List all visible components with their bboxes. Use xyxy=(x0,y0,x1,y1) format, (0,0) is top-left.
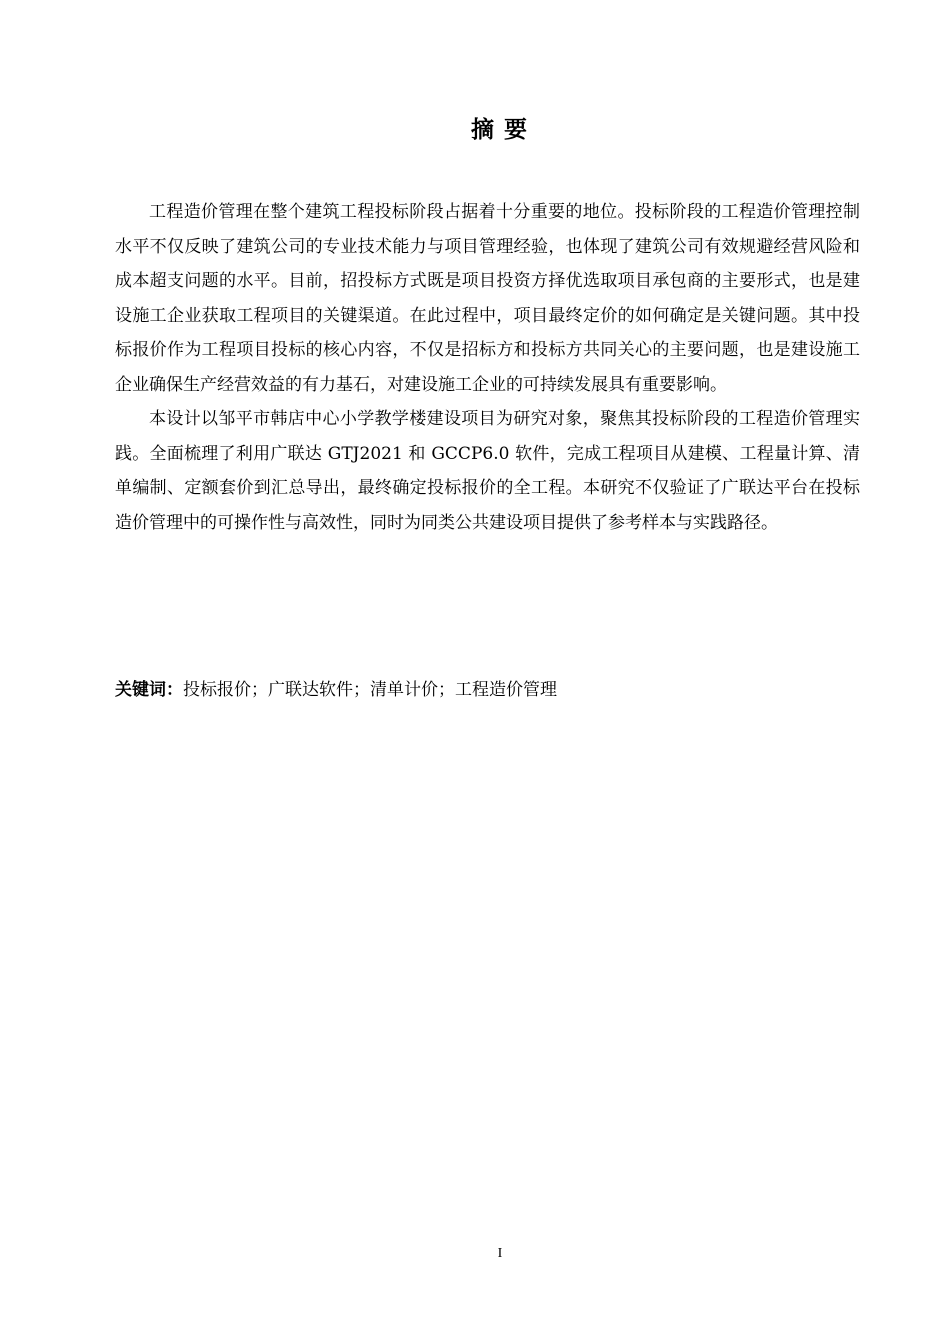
abstract-paragraph-1: 工程造价管理在整个建筑工程投标阶段占据着十分重要的地位。投标阶段的工程造价管理控制水平不仅反映了建筑公司的专业技术能力与项目管理经验，也体现了建筑公司有效规避经营风险和成本超支问题的水平。目前，招投标方式既是项目投资方择优选取项目承包商的主要形式，也是建设施工企业获取工程项目的关键渠道。在此过程中，项目最终定价的如何确定是关键问题。其中投标报价作为工程项目投标的核心内容，不仅是招标方和投标方共同关心的主要问题，也是建设施工企业确保生产经营效益的有力基石，对建设施工企业的可持续发展具有重要影响。 xyxy=(115,202,860,395)
abstract-body xyxy=(115,195,860,540)
keywords-text: 投标报价；广联达软件；清单计价；工程造价管理 xyxy=(183,680,557,700)
abstract-paragraph-2: 本设计以邹平市韩店中心小学教学楼建设项目为研究对象，聚焦其投标阶段的工程造价管理实践。全面梳理了利用广联达 GTJ2021 和 GCCP6.0 软件，完成工程项目从建模、工程量计算、清单编制、定额套价到汇总导出，最终确定投标报价的全工程。本研究不仅验证了广联达平台在投标造价管理中的可操作性与高效性，同时为同类公共建设项目提供了参考样本与实践路径。 xyxy=(115,409,860,533)
keywords-line xyxy=(115,675,860,705)
abstract-title: 摘要 xyxy=(471,117,537,143)
keywords-label: 关键词： xyxy=(115,680,183,700)
page-number: I xyxy=(497,1246,503,1261)
